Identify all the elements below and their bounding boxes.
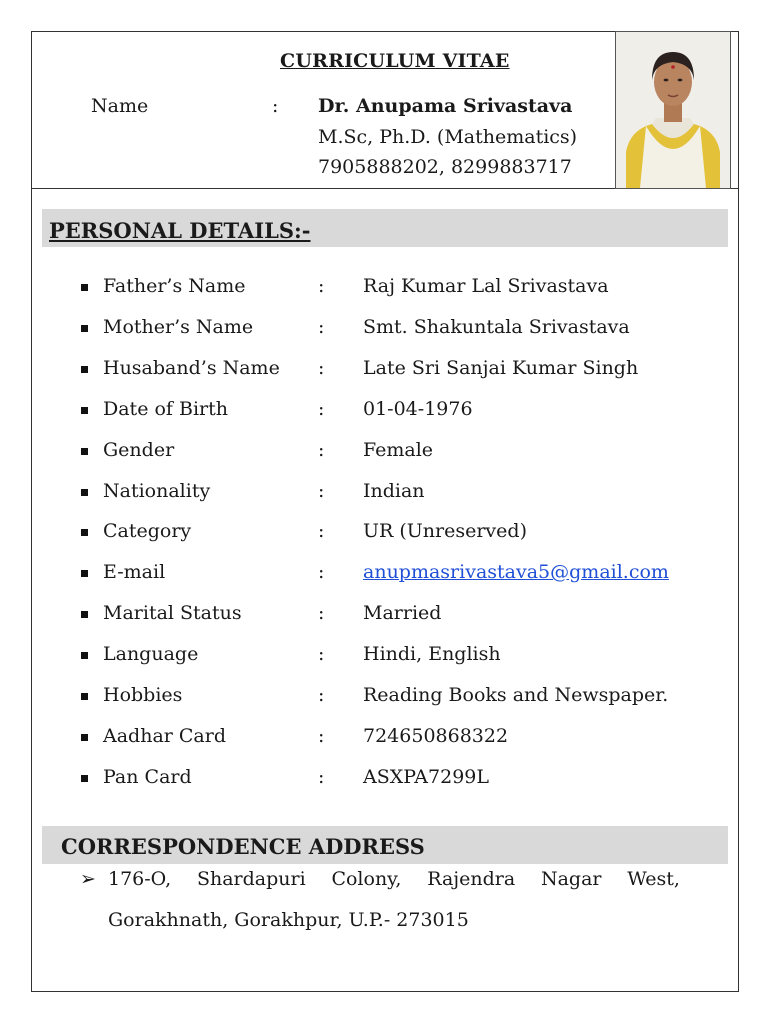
- square-bullet-icon: [81, 489, 88, 496]
- square-bullet-icon: [81, 734, 88, 741]
- detail-value: Hindi, English: [363, 643, 501, 666]
- candidate-qualification: M.Sc, Ph.D. (Mathematics): [318, 126, 578, 148]
- square-bullet-icon: [81, 611, 88, 618]
- detail-colon: :: [318, 561, 325, 584]
- square-bullet-icon: [81, 366, 88, 373]
- detail-colon: :: [318, 684, 325, 706]
- detail-row: [0, 684, 770, 714]
- detail-colon: :: [318, 643, 325, 666]
- detail-label: Gender: [103, 438, 175, 461]
- detail-row: [0, 275, 770, 305]
- square-bullet-icon: [81, 693, 88, 700]
- detail-value: Female: [363, 438, 434, 461]
- address-word: Nagar: [540, 868, 602, 890]
- detail-value: ASXPA7299L: [363, 765, 489, 788]
- square-bullet-icon: [81, 407, 88, 414]
- portrait-illustration: [616, 32, 730, 188]
- detail-value: Raj Kumar Lal Srivastava: [363, 275, 609, 297]
- detail-value: 724650868322: [363, 724, 509, 747]
- detail-colon: :: [318, 438, 325, 461]
- square-bullet-icon: [81, 448, 88, 455]
- detail-colon: :: [318, 520, 325, 543]
- square-bullet-icon: [81, 652, 88, 659]
- email-link[interactable]: anupmasrivastava5@gmail.com: [363, 561, 669, 584]
- detail-row: [0, 520, 770, 550]
- address-word: 176-O,: [108, 868, 172, 890]
- square-bullet-icon: [81, 529, 88, 536]
- address-line-2: Gorakhnath, Gorakhpur, U.P.- 273015: [108, 909, 469, 931]
- candidate-name: Dr. Anupama Srivastava: [318, 95, 573, 117]
- address-word: Colony,: [331, 868, 402, 890]
- detail-label: Language: [103, 643, 199, 666]
- square-bullet-icon: [81, 775, 88, 782]
- detail-label: Marital Status: [103, 602, 242, 625]
- detail-colon: :: [318, 275, 325, 297]
- detail-colon: :: [318, 356, 325, 379]
- address-word: Rajendra: [427, 868, 516, 890]
- detail-row: [0, 398, 770, 428]
- detail-value: UR (Unreserved): [363, 520, 527, 543]
- detail-colon: :: [318, 397, 325, 420]
- detail-row: [0, 357, 770, 387]
- name-label: Name: [91, 95, 149, 117]
- detail-colon: :: [318, 479, 325, 502]
- detail-colon: :: [318, 315, 325, 338]
- detail-row: [0, 316, 770, 346]
- address-title: CORRESPONDENCE ADDRESS: [61, 834, 425, 859]
- detail-value: Reading Books and Newspaper.: [363, 684, 669, 706]
- address-line-1: [108, 868, 680, 890]
- detail-value: Smt. Shakuntala Srivastava: [363, 315, 630, 338]
- detail-label: E-mail: [103, 561, 166, 584]
- detail-label: Mother’s Name: [103, 315, 254, 338]
- detail-value: Late Sri Sanjai Kumar Singh: [363, 356, 639, 379]
- cv-title: CURRICULUM VITAE: [280, 50, 510, 72]
- detail-row: [0, 725, 770, 755]
- candidate-phone: 7905888202, 8299883717: [318, 156, 572, 178]
- detail-colon: :: [318, 724, 325, 747]
- detail-colon: :: [318, 765, 325, 788]
- detail-label: Category: [103, 520, 192, 543]
- detail-row: [0, 480, 770, 510]
- address-word: West,: [627, 868, 680, 890]
- detail-label: Husaband’s Name: [103, 356, 280, 379]
- square-bullet-icon: [81, 325, 88, 332]
- personal-details-title: PERSONAL DETAILS:-: [49, 218, 311, 243]
- detail-row: [0, 766, 770, 796]
- detail-row: [0, 643, 770, 673]
- detail-label: Father’s Name: [103, 275, 246, 297]
- detail-value: Indian: [363, 479, 425, 502]
- detail-label: Pan Card: [103, 765, 192, 788]
- detail-row: [0, 439, 770, 469]
- detail-row: [0, 561, 770, 591]
- detail-colon: :: [318, 602, 325, 625]
- detail-label: Aadhar Card: [103, 724, 227, 747]
- profile-photo: [615, 31, 731, 189]
- detail-label: Hobbies: [103, 684, 183, 706]
- square-bullet-icon: [81, 570, 88, 577]
- detail-label: Date of Birth: [103, 397, 228, 420]
- detail-row: [0, 602, 770, 632]
- detail-value: 01-04-1976: [363, 397, 473, 420]
- detail-value: Married: [363, 602, 442, 625]
- name-colon: :: [272, 95, 279, 117]
- arrow-bullet-icon: ➢: [80, 868, 96, 890]
- square-bullet-icon: [81, 284, 88, 291]
- address-word: Shardapuri: [196, 868, 306, 890]
- detail-label: Nationality: [103, 479, 211, 502]
